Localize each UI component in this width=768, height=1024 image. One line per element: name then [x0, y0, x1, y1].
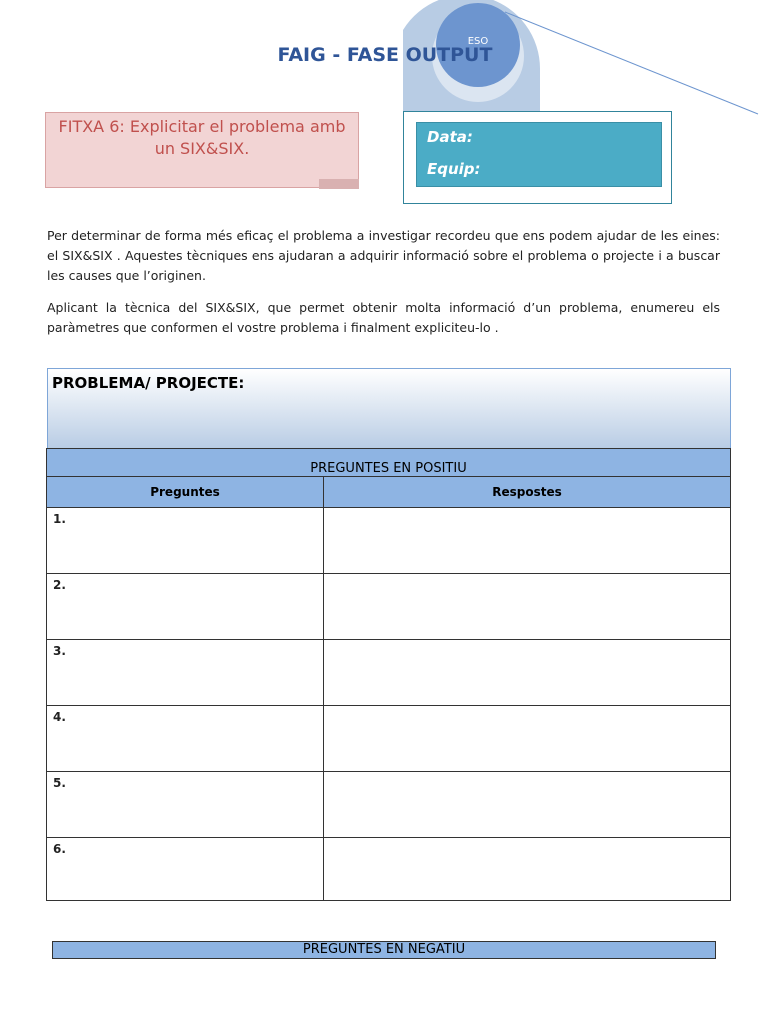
- question-number: 5.: [47, 772, 324, 838]
- question-number: 3.: [47, 640, 324, 706]
- intro-paragraph-2: Aplicant la tècnica del SIX&SIX, que permet obtenir molta informació d’un problema, enumereu els paràmetres que conformen el vostre problema i finalment expliciteu-lo .: [47, 300, 720, 335]
- decor-line: [505, 12, 758, 114]
- question-number: 1.: [47, 508, 324, 574]
- problem-label: PROBLEMA/ PROJECTE:: [52, 374, 245, 392]
- answer-cell[interactable]: [324, 508, 731, 574]
- answer-cell[interactable]: [324, 706, 731, 772]
- note-fold: [319, 179, 359, 189]
- column-header-answers: Respostes: [324, 477, 731, 508]
- intro-paragraph-1: Per determinar de forma més eficaç el problema a investigar recordeu que ens podem ajudar de les eines: el SIX&SIX . Aquestes tècniques ens ajudaran a adquirir informació sobre el problema o projecte i a buscar les causes que l’originen.: [47, 228, 720, 283]
- table-row: [47, 838, 731, 901]
- team-label: Equip:: [427, 160, 481, 178]
- question-number: 4.: [47, 706, 324, 772]
- answer-cell[interactable]: [324, 574, 731, 640]
- table-row: [47, 508, 731, 574]
- column-header-questions: Preguntes: [47, 477, 324, 508]
- answer-cell[interactable]: [324, 640, 731, 706]
- table-row: [47, 772, 731, 838]
- question-number: 6.: [47, 838, 324, 901]
- date-label: Data:: [427, 128, 473, 146]
- table-row: [47, 706, 731, 772]
- question-number: 2.: [47, 574, 324, 640]
- answer-cell[interactable]: [324, 772, 731, 838]
- page-title: FAIG - FASE OUTPUT: [277, 44, 493, 66]
- answer-cell[interactable]: [324, 838, 731, 901]
- positive-table-heading: PREGUNTES EN POSITIU: [47, 449, 731, 477]
- positive-questions-table: [46, 448, 731, 901]
- eso-badge: ESO: [467, 36, 489, 47]
- negative-questions-heading: PREGUNTES EN NEGATIU: [52, 941, 716, 959]
- fitxa-title: FITXA 6: Explicitar el problema amb un SIX&SIX.: [58, 117, 346, 158]
- table-row: [47, 640, 731, 706]
- table-row: [47, 574, 731, 640]
